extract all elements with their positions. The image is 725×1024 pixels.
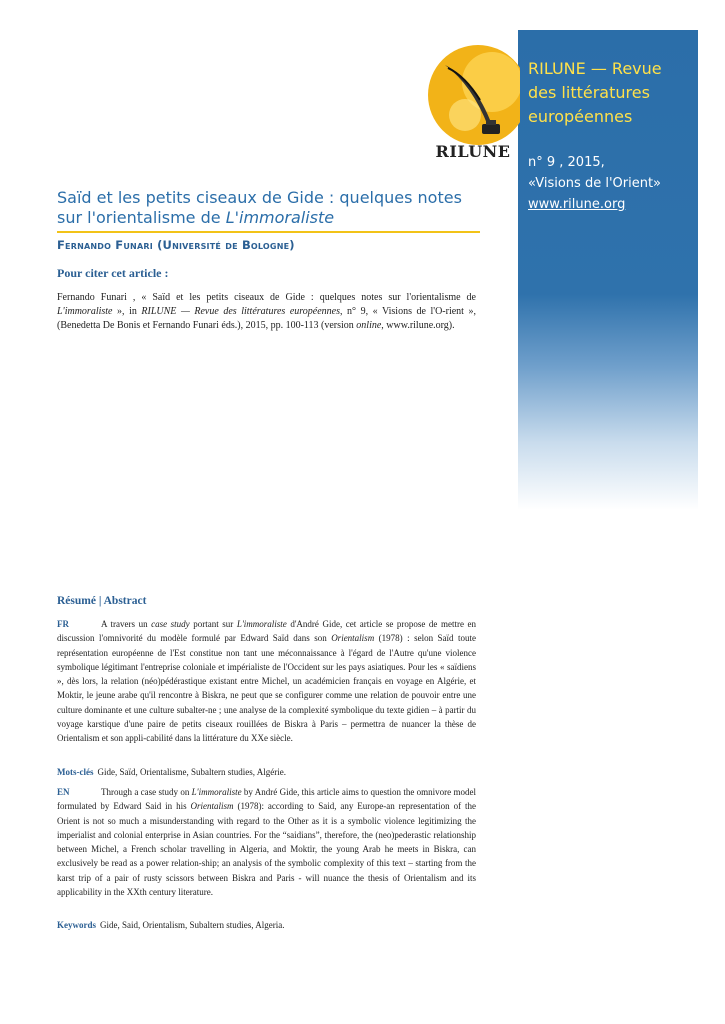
logo-wordmark: RILUNE bbox=[435, 142, 511, 161]
issue-number: n° 9 , 2015, bbox=[528, 155, 605, 170]
title-divider bbox=[57, 231, 480, 233]
keywords-en-text: Gide, Said, Orientalism, Subaltern studies, Algeria. bbox=[100, 920, 285, 930]
abs-fr-part: L'immoraliste bbox=[236, 619, 287, 629]
cite-part: , www.rilune.org). bbox=[381, 320, 455, 331]
citation-body bbox=[57, 291, 476, 333]
article-title-text: Saïd et les petits ciseaux de Gide : quelques notes sur l'orientalisme de bbox=[57, 188, 462, 227]
abstract-heading: Résumé | Abstract bbox=[57, 595, 147, 607]
abs-en-part: by André Gide, this article aims to question the omnivore model formulated by Edward Said in his bbox=[57, 787, 476, 812]
abs-en-part: Orientalism bbox=[190, 801, 234, 812]
citation-heading: Pour citer cet article : bbox=[57, 266, 169, 280]
cite-part: RILUNE — Revue des littératures européennes bbox=[141, 306, 341, 317]
abs-en-part: Through a case study on bbox=[101, 787, 192, 797]
keywords-en bbox=[57, 920, 284, 930]
abs-fr-part: case study bbox=[151, 619, 190, 629]
cite-part: Fernando Funari , « Saïd et les petits ciseaux de Gide : quelques notes sur l'orientalisme de bbox=[57, 292, 476, 303]
abstract-en bbox=[57, 785, 476, 899]
keywords-fr-text: Gide, Saïd, Orientalisme, Subaltern studies, Algérie. bbox=[97, 767, 286, 777]
keywords-fr bbox=[57, 767, 286, 777]
cite-part: , n° 9, « Visions de l'O-rient », (Benedetta De Bonis et Fernando Funari éds.), 2015, pp. 100-113 (version bbox=[57, 306, 476, 331]
issue-theme: «Visions de l'Orient» bbox=[528, 176, 661, 191]
abs-fr-part: d'André Gide, cet article se propose de mettre en discussion l'omnivorité du modèle formulé par Edward Saïd dans son bbox=[57, 619, 476, 644]
article-author: Fernando Funari (Université de Bologne) bbox=[57, 238, 295, 252]
abs-en-part: L'immoraliste bbox=[191, 787, 242, 797]
website-link[interactable]: www.rilune.org bbox=[528, 197, 626, 212]
cite-part: L'immoraliste bbox=[57, 306, 113, 317]
abs-fr-part: (1978) : selon Saïd toute représentation européenne de l'Est constitue non tant une méconnaissance à l'égard de l'Autre qu'une violence symbolique légitimant l'entreprise coloniale et impérialiste de l'Occident sur les pays asiatiques. Pour les « saïdiens », dès lors, la relation (néo)pédérastique existant entre Michel, un académicien français en voyage en Algérie, et Moktir, le jeune arabe qu'il rencontre à Biskra, ne peut que se configurer comme une relation de pouvoir entre une culture dominante et une culture subalter-ne ; une analyse de la complexité symbolique du texte gidien – à partir du voyage karstique d'une paire de petits ciseaux rouillées de Biskra à Paris – permettra de nuancer la thèse de Orientalism et son appli-cabilité dans la littérature du XXe siècle. bbox=[57, 633, 476, 744]
abs-fr-part: Orientalism bbox=[331, 633, 375, 644]
issue-info bbox=[528, 152, 698, 215]
journal-title: RILUNE — Revue des littératures européennes bbox=[528, 59, 662, 126]
cite-part: online bbox=[356, 320, 382, 331]
lang-label-en: EN bbox=[57, 787, 70, 797]
lang-label-fr: FR bbox=[57, 619, 69, 629]
cite-part: », in bbox=[112, 306, 142, 317]
abs-fr-part: portant sur bbox=[189, 619, 237, 629]
keywords-en-label: Keywords bbox=[57, 920, 96, 930]
abs-en-part: (1978): according to Said, any Europe-an representation of the Orient is not so much a misunderstanding with regard to the Other as it is a symbolic violence legitimizing the imperialist and colonial enterprise in Asian countries. For the “saidians”, therefore, the (neo)pederastic relationship between Michel, a French scholar travelling in Algeria, and Moktir, the young Arab he meets in Biskra, can exclusively be read as a power relation-ship; an analysis of the symbolic complexity of this text – starting from the karst trip of a pair of rusty scissors between Biskra and Paris - will nuance the thesis of Orientalism and its applicability in the XXth century literature. bbox=[57, 801, 476, 898]
keywords-fr-label: Mots-clés bbox=[57, 767, 94, 777]
abs-fr-part: A travers un bbox=[101, 619, 152, 629]
abstract-fr bbox=[57, 617, 476, 746]
article-title-italic: L'immoraliste bbox=[225, 208, 335, 227]
article-title bbox=[57, 188, 487, 228]
